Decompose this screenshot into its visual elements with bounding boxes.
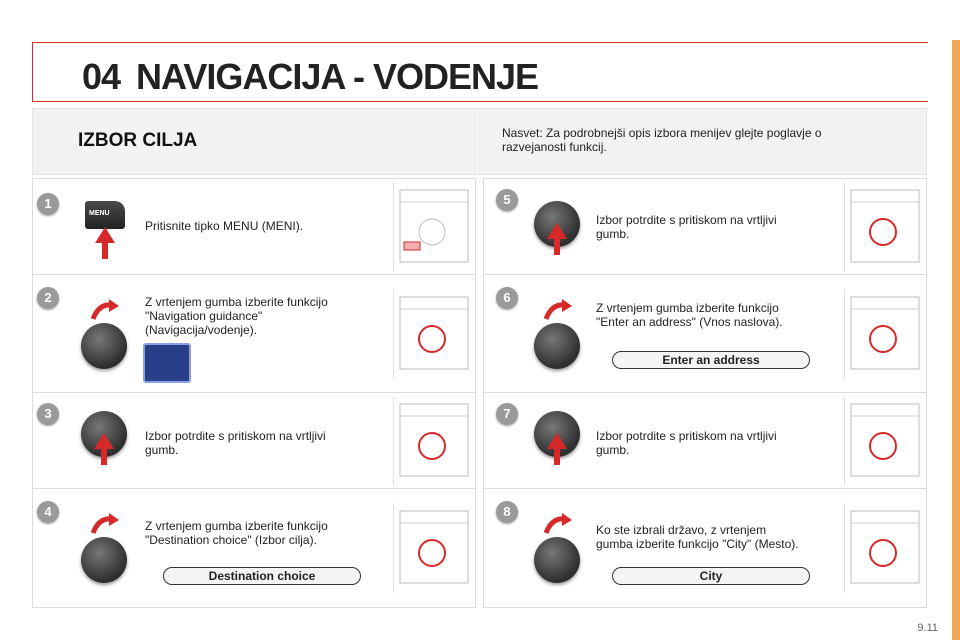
step-number-badge: 4 — [37, 501, 59, 523]
page-number: 9.11 — [917, 622, 938, 634]
rotary-knob-icon — [81, 537, 127, 583]
step-2 — [33, 275, 475, 393]
rotary-knob-icon — [534, 537, 580, 583]
step-text: Pritisnite tipko MENU (MENI). — [145, 219, 304, 233]
step-text: Z vrtenjem gumba izberite funkcijo "Navigation guidance" (Navigacija/vodenje). — [145, 295, 328, 337]
radio-panel-icon — [844, 396, 926, 486]
step-number-badge: 7 — [496, 403, 518, 425]
rotate-arrow-icon — [91, 299, 119, 321]
step-4 — [33, 489, 475, 607]
menu-option-pill: Destination choice — [163, 567, 361, 585]
step-text: Izbor potrdite s pritiskom na vrtljivi gumb. — [596, 213, 777, 241]
rotary-knob-icon — [534, 323, 580, 369]
step-6 — [484, 275, 926, 393]
radio-panel-icon — [393, 289, 475, 379]
step-3 — [33, 393, 475, 489]
rotate-arrow-icon — [544, 513, 572, 535]
radio-panel-icon — [844, 503, 926, 593]
step-number-badge: 6 — [496, 287, 518, 309]
step-5 — [484, 179, 926, 275]
radio-panel-icon — [844, 182, 926, 272]
orange-side-bar — [952, 40, 960, 640]
step-1 — [33, 179, 475, 275]
rotate-arrow-icon — [544, 299, 572, 321]
step-number-badge: 1 — [37, 193, 59, 215]
radio-panel-icon — [844, 289, 926, 379]
step-number-badge: 5 — [496, 189, 518, 211]
step-text: Ko ste izbrali državo, z vrtenjem gumba izberite funkcijo "City" (Mesto). — [596, 523, 799, 551]
rotary-knob-icon — [81, 323, 127, 369]
step-7 — [484, 393, 926, 489]
step-number-badge: 8 — [496, 501, 518, 523]
rotate-arrow-icon — [91, 513, 119, 535]
joystick-icon — [143, 343, 191, 383]
steps-column-left — [32, 178, 476, 608]
steps-column-right — [483, 178, 927, 608]
radio-panel-icon — [393, 503, 475, 593]
step-number-badge: 2 — [37, 287, 59, 309]
page-title: NAVIGACIJA - VODENJE — [136, 56, 539, 97]
step-text: Izbor potrdite s pritiskom na vrtljivi gumb. — [145, 429, 326, 457]
menu-option-pill: Enter an address — [612, 351, 810, 369]
radio-panel-icon — [393, 396, 475, 486]
chapter-number: 04 — [82, 56, 121, 97]
hint-text: Nasvet: Za podrobnejši opis izbora menijev glejte poglavje o razvejanosti funkcij. — [502, 126, 822, 154]
radio-panel-icon — [393, 182, 475, 272]
step-number-badge: 3 — [37, 403, 59, 425]
step-8 — [484, 489, 926, 607]
menu-option-pill: City — [612, 567, 810, 585]
section-title: IZBOR CILJA — [78, 130, 198, 151]
menu-button-icon: MENU — [85, 201, 125, 229]
step-text: Z vrtenjem gumba izberite funkcijo "Enter an address" (Vnos naslova). — [596, 301, 783, 329]
step-text: Izbor potrdite s pritiskom na vrtljivi gumb. — [596, 429, 777, 457]
step-text: Z vrtenjem gumba izberite funkcijo "Destination choice" (Izbor cilja). — [145, 519, 328, 547]
